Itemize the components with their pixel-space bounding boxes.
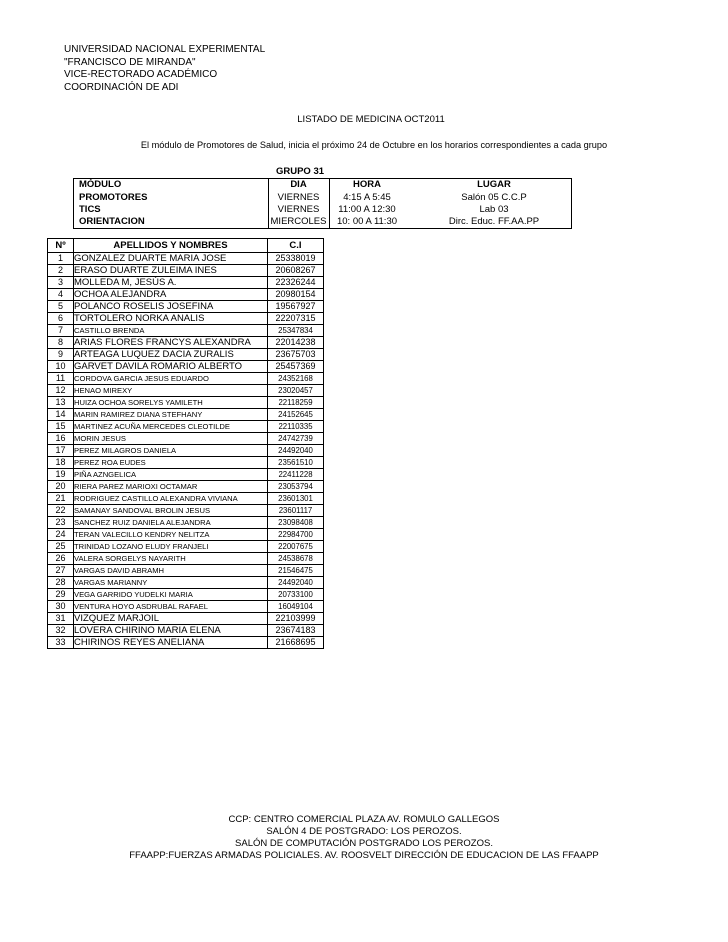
document-title: LISTADO DE MEDICINA OCT2011: [297, 114, 445, 125]
row-number: 17: [48, 445, 74, 457]
table-row: [48, 625, 324, 637]
row-number: 11: [48, 373, 74, 385]
group-label: GRUPO 31: [275, 166, 325, 177]
row-number: 22: [48, 505, 74, 517]
student-ci: 22007675: [268, 541, 324, 553]
table-row: [48, 409, 324, 421]
row-number: 20: [48, 481, 74, 493]
table-row: [48, 433, 324, 445]
row-number: 26: [48, 553, 74, 565]
student-ci: 20980154: [268, 289, 324, 301]
row-number: 14: [48, 409, 74, 421]
row-number: 7: [48, 325, 74, 337]
student-ci: 24152645: [268, 409, 324, 421]
row-number: 9: [48, 349, 74, 361]
schedule-modulo: PROMOTORES: [79, 191, 148, 203]
student-name: VARGAS DAVID ABRAMH: [74, 565, 268, 577]
student-ci: 23674183: [268, 625, 324, 637]
student-ci: 23561510: [268, 457, 324, 469]
schedule-modulo: TICS: [79, 203, 101, 215]
row-number: 29: [48, 589, 74, 601]
student-name: VARGAS MARIANNY: [74, 577, 268, 589]
row-number: 3: [48, 277, 74, 289]
footer-line: SALÓN 4 DE POSTGRADO: LOS PEROZOS.: [266, 826, 462, 837]
table-row: [48, 457, 324, 469]
student-name: CHIRINOS REYES ANELIANA: [74, 637, 268, 649]
student-list-body: [48, 253, 324, 649]
footer-notes: [0, 814, 728, 862]
student-ci: 22207315: [268, 313, 324, 325]
footer-line: CCP: CENTRO COMERCIAL PLAZA AV. ROMULO GALLEGOS: [228, 814, 500, 825]
schedule-hora: 4:15 A 5:45: [343, 191, 391, 203]
student-name: TORTOLERO NORKA ANALIS: [74, 313, 268, 325]
student-name: VALERA SORGELYS NAYARITH: [74, 553, 268, 565]
column-header-number: Nº: [48, 239, 74, 253]
table-row: [48, 505, 324, 517]
table-row: [48, 541, 324, 553]
row-number: 6: [48, 313, 74, 325]
table-row: [48, 349, 324, 361]
row-number: 2: [48, 265, 74, 277]
schedule-lugar: Dirc. Educ. FF.AA.PP: [448, 215, 540, 227]
row-number: 33: [48, 637, 74, 649]
footer-line: SALÓN DE COMPUTACIÓN POSTGRADO LOS PEROZOS.: [235, 838, 493, 849]
student-ci: 22326244: [268, 277, 324, 289]
student-name: LOVERA CHIRINO MARIA ELENA: [74, 625, 268, 637]
student-name: PEREZ MILAGROS DANIELA: [74, 445, 268, 457]
student-ci: 25338019: [268, 253, 324, 265]
row-number: 19: [48, 469, 74, 481]
table-row: [48, 589, 324, 601]
table-row: [48, 613, 324, 625]
table-row: [48, 517, 324, 529]
row-number: 16: [48, 433, 74, 445]
student-ci: 23020457: [268, 385, 324, 397]
student-ci: 21546475: [268, 565, 324, 577]
footer-line: FFAAPP:FUERZAS ARMADAS POLICIALES. AV. ROOSVELT DIRECCIÓN DE EDUCACION DE LAS FFAAPP: [129, 850, 599, 861]
table-row: [48, 553, 324, 565]
student-name: MOLLEDA M, JESÚS A.: [74, 277, 268, 289]
student-ci: 24538678: [268, 553, 324, 565]
schedule-row: [74, 192, 571, 204]
student-name: GARVET DAVILA ROMARIO ALBERTO: [74, 361, 268, 373]
student-ci: 22103999: [268, 613, 324, 625]
student-name: MORIN JESUS: [74, 433, 268, 445]
student-name: POLANCO ROSELIS JOSEFINA: [74, 301, 268, 313]
table-row: [48, 469, 324, 481]
row-number: 18: [48, 457, 74, 469]
column-header-ci: C.I: [268, 239, 324, 253]
row-number: 8: [48, 337, 74, 349]
table-row: [48, 421, 324, 433]
schedule-dia: MIERCOLES: [270, 215, 327, 227]
table-row: [48, 277, 324, 289]
student-name: CASTILLO BRENDA: [74, 325, 268, 337]
student-ci: 24492040: [268, 577, 324, 589]
institution-header: [64, 44, 265, 94]
schedule-dia: VIERNES: [277, 191, 320, 203]
intro-text: El módulo de Promotores de Salud, inicia el próximo 24 de Octubre en los horarios correspondientes a cada grupo: [140, 140, 608, 150]
student-ci: 20733100: [268, 589, 324, 601]
student-ci: 25347834: [268, 325, 324, 337]
schedule-header-dia: DIA: [290, 179, 307, 190]
schedule-header-hora: HORA: [353, 179, 381, 190]
student-name: VENTURA HOYO ASDRUBAL RAFAEL: [74, 601, 268, 613]
student-name: MARIN RAMIREZ DIANA STEFHANY: [74, 409, 268, 421]
header-line: UNIVERSIDAD NACIONAL EXPERIMENTAL: [64, 44, 266, 55]
schedule-lugar: Lab 03: [479, 203, 509, 215]
student-ci: 24742739: [268, 433, 324, 445]
row-number: 23: [48, 517, 74, 529]
header-line: COORDINACIÓN DE ADI: [64, 81, 179, 93]
table-row: [48, 313, 324, 325]
student-name: TRINIDAD LOZANO ELUDY FRANJELI: [74, 541, 268, 553]
schedule-dia: VIERNES: [277, 203, 320, 215]
table-row: [48, 481, 324, 493]
student-ci: 22110335: [268, 421, 324, 433]
header-line: "FRANCISCO DE MIRANDA": [64, 56, 196, 68]
student-name: ARTEAGA LUQUEZ DACIA ZURALIS: [74, 349, 268, 361]
table-row: [48, 529, 324, 541]
row-number: 24: [48, 529, 74, 541]
student-name: PIÑA AZNGELICA: [74, 469, 268, 481]
table-row: [48, 637, 324, 649]
table-row: [48, 601, 324, 613]
student-ci: 23053794: [268, 481, 324, 493]
student-ci: 24492040: [268, 445, 324, 457]
row-number: 32: [48, 625, 74, 637]
table-row: [48, 325, 324, 337]
row-number: 13: [48, 397, 74, 409]
table-row: [48, 577, 324, 589]
row-number: 10: [48, 361, 74, 373]
table-row: [48, 385, 324, 397]
header-line: VICE-RECTORADO ACADÉMICO: [64, 69, 218, 80]
row-number: 12: [48, 385, 74, 397]
schedule-header-modulo: MÓDULO: [79, 179, 122, 190]
table-row: [48, 445, 324, 457]
schedule-hora: 11:00 A 12:30: [338, 203, 396, 215]
student-name: HUIZA OCHOA SORELYS YAMILETH: [74, 397, 268, 409]
schedule-hora: 10: 00 A 11:30: [336, 215, 398, 227]
schedule-modulo: ORIENTACION: [79, 215, 145, 227]
student-name: OCHOA ALEJANDRA: [74, 289, 268, 301]
student-name: RODRIGUEZ CASTILLO ALEXANDRA VIVIANA: [74, 493, 268, 505]
student-name: VEGA GARRIDO YUDELKI MARIA: [74, 589, 268, 601]
table-row: [48, 397, 324, 409]
schedule-row: [74, 204, 571, 216]
student-list-table: [47, 238, 324, 649]
student-ci: 23601301: [268, 493, 324, 505]
row-number: 4: [48, 289, 74, 301]
table-row: [48, 337, 324, 349]
schedule-header-row: [74, 179, 571, 191]
table-row: [48, 289, 324, 301]
student-ci: 23601117: [268, 505, 324, 517]
student-ci: 20608267: [268, 265, 324, 277]
student-ci: 22984700: [268, 529, 324, 541]
row-number: 21: [48, 493, 74, 505]
student-name: ARIAS FLORES FRANCYS ALEXANDRA: [74, 337, 268, 349]
student-name: GONZALEZ DUARTE MARIA JOSE: [74, 253, 268, 265]
row-number: 31: [48, 613, 74, 625]
student-ci: 24352168: [268, 373, 324, 385]
student-ci: 23098408: [268, 517, 324, 529]
student-ci: 23675703: [268, 349, 324, 361]
student-ci: 19567927: [268, 301, 324, 313]
table-row: [48, 301, 324, 313]
row-number: 28: [48, 577, 74, 589]
student-name: TERAN VALECILLO KENDRY NELITZA: [74, 529, 268, 541]
table-row: [48, 373, 324, 385]
student-name: SAMANAY SANDOVAL BROLIN JESUS: [74, 505, 268, 517]
student-name: MARTINEZ ACUÑA MERCEDES CLEOTILDE: [74, 421, 268, 433]
student-name: CORDOVA GARCIA JESUS EDUARDO: [74, 373, 268, 385]
table-row: [48, 565, 324, 577]
row-number: 27: [48, 565, 74, 577]
schedule-lugar: Salón 05 C.C.P: [461, 191, 527, 203]
schedule-row: [74, 216, 571, 228]
schedule-header-lugar: LUGAR: [477, 179, 511, 190]
row-number: 25: [48, 541, 74, 553]
column-header-name: APELLIDOS Y NOMBRES: [74, 239, 268, 253]
table-row: [48, 361, 324, 373]
student-list-header-row: [48, 239, 324, 253]
table-row: [48, 253, 324, 265]
student-ci: 22411228: [268, 469, 324, 481]
student-name: SANCHEZ RUIZ DANIELA ALEJANDRA: [74, 517, 268, 529]
table-row: [48, 493, 324, 505]
student-name: PEREZ ROA EUDES: [74, 457, 268, 469]
table-row: [48, 265, 324, 277]
row-number: 15: [48, 421, 74, 433]
student-ci: 22014238: [268, 337, 324, 349]
student-name: RIERA PAREZ MARIOXI OCTAMAR: [74, 481, 268, 493]
student-name: ERASO DUARTE ZULEIMA INES: [74, 265, 268, 277]
row-number: 1: [48, 253, 74, 265]
student-ci: 16049104: [268, 601, 324, 613]
student-name: HENAO MIREXY: [74, 385, 268, 397]
schedule-table: [73, 178, 572, 229]
student-ci: 25457369: [268, 361, 324, 373]
row-number: 30: [48, 601, 74, 613]
row-number: 5: [48, 301, 74, 313]
student-ci: 21668695: [268, 637, 324, 649]
student-ci: 22118259: [268, 397, 324, 409]
student-name: VIZQUEZ MARJOIL: [74, 613, 268, 625]
